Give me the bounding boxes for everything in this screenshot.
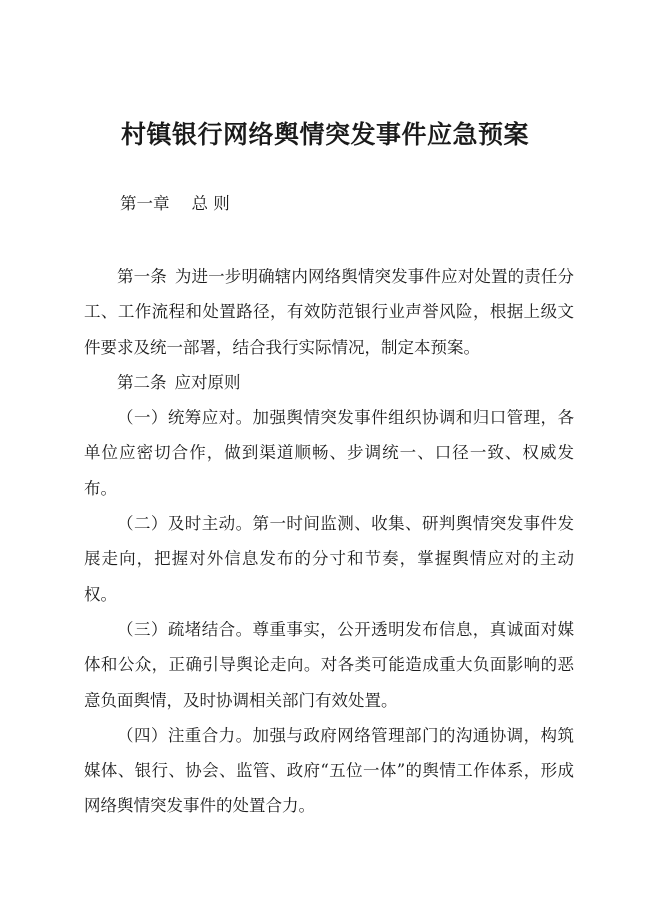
principle-4-heading: （四）: [117, 725, 168, 745]
article-2-heading: 第二条: [117, 372, 167, 392]
principle-1-text: 统筹应对。加强舆情突发事件组织协调和归口管理，各单位应密切合作，做到渠道顺畅、步调统一、口径一致、权威发布。: [84, 408, 575, 498]
chapter-name: 总 则: [191, 194, 230, 213]
chapter-heading: [120, 192, 230, 216]
principle-2-text: 及时主动。第一时间监测、收集、研判舆情突发事件发展走向，把握对外信息发布的分寸和节奏，掌握舆情应对的主动权。: [84, 514, 575, 604]
principle-2-heading: （二）: [117, 514, 168, 534]
article-2: [84, 365, 574, 400]
principle-3-heading: （三）: [117, 619, 168, 639]
principle-2: [84, 506, 574, 612]
principle-1-heading: （一）: [117, 408, 168, 428]
document-body: [84, 259, 574, 824]
article-1-text: 为进一步明确辖内网络舆情突发事件应对处置的责任分工、工作流程和处置路径，有效防范银行业声誉风险，根据上级文件要求及统一部署，结合我行实际情况，制定本预案。: [84, 267, 575, 357]
chapter-number: 第一章: [120, 194, 170, 213]
article-1: [84, 259, 574, 365]
principle-3: [84, 612, 574, 718]
article-2-text: 应对原则: [174, 372, 241, 392]
principle-1: [84, 400, 574, 506]
document-title: 村镇银行网络舆情突发事件应急预案: [120, 120, 529, 149]
principle-4-text: 注重合力。加强与政府网络管理部门的沟通协调，构筑媒体、银行、协会、监管、政府“五位一体”的舆情工作体系，形成网络舆情突发事件的处置合力。: [84, 725, 575, 816]
article-1-heading: 第一条: [117, 267, 167, 286]
principle-3-text: 疏堵结合。尊重事实，公开透明发布信息，真诚面对媒体和公众，正确引导舆论走向。对各类可能造成重大负面影响的恶意负面舆情，及时协调相关部门有效处置。: [84, 619, 575, 710]
principle-4: [84, 718, 574, 824]
